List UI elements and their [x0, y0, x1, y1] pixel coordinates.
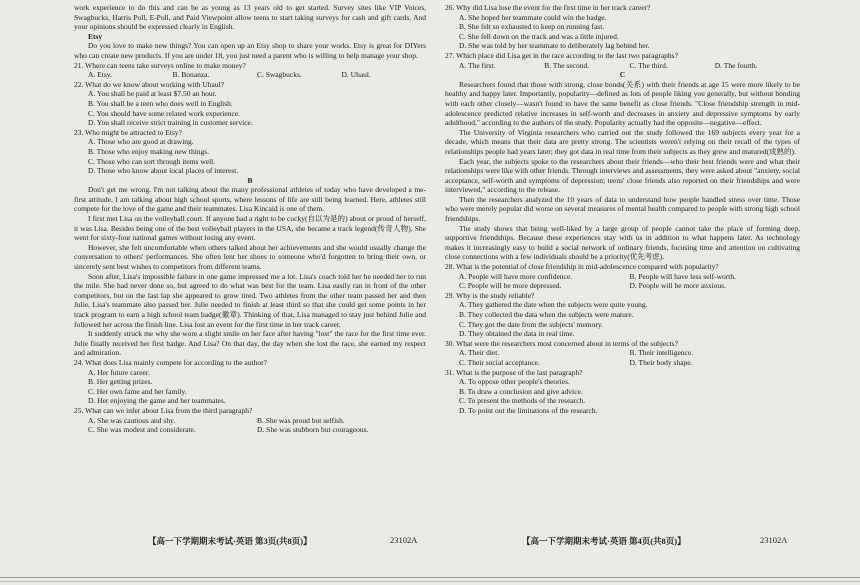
question-24: 24. What does Lisa mainly compete for according to the author?	[74, 357, 267, 367]
q23-option-d: D. Those who know about local places of interest.	[88, 166, 239, 176]
q30-options	[445, 348, 800, 367]
question-26: 26. Why did Lisa lose the event for the first time in her track career?	[445, 3, 651, 12]
section-c-heading: C	[619, 70, 626, 80]
question-25: 25. What can we infer about Lisa from the third paragraph?	[74, 405, 253, 415]
q26-option-a: A. She hoped her teammate could win the badge.	[459, 12, 607, 22]
passage-c-paragraph-3: Each year, the subjects spoke to the researchers about their friends—who their best friends were and what their relationships were like with other friends. Through interviews and assessments, they were asked about "anxiety, social acceptance, self-worth and symptoms of depression; teens' close friends also reported on their friendships and were interviewed," according to the release.	[445, 156, 800, 195]
question-30: 30. What were the researchers most concerned about in terms of the subjects?	[445, 338, 678, 348]
q27-option-a: A. The first.	[459, 60, 496, 70]
right-page-code: 23102A	[760, 535, 788, 545]
q25-option-d: D. She was stubborn but courageous.	[257, 425, 369, 435]
q21-option-c: C. Swagbucks.	[257, 70, 302, 80]
q25-options	[74, 416, 426, 435]
passage-c-paragraph-5: The study shows that being well-liked by a large group of people cannot take the place of forming deep, supportive friendships. Because these experiences stay with us in addition to what happens later. As technology makes it increasingly easy to build a social network of ordinary friends, focusing time and attention on cultivating close connections with a few individuals should be a priority(优先考虑).	[445, 223, 800, 262]
q23-option-b: B. Those who enjoy making new things.	[88, 146, 210, 156]
section-b-heading: B	[247, 175, 253, 185]
q28-options	[445, 272, 800, 291]
left-column	[74, 3, 426, 435]
left-page-code: 23102A	[390, 535, 418, 545]
question-23: 23. Who might be attracted to Etsy?	[74, 127, 182, 137]
q22-option-d: D. You shall receive strict training in customer service.	[88, 118, 253, 128]
passage-b-paragraph-5: It suddenly struck me why she wore a slight smile on her face after having "lost" the race for the first time ever. Julie finally received her first badge. And Lisa? On that day, the day when she lost the race, she earned my respect and admiration.	[74, 329, 426, 358]
q29-option-a: A. They gathered the date when the subjects were quite young.	[459, 300, 648, 310]
q22-option-c: C. You should have some related work experience.	[88, 108, 241, 118]
q25-option-c: C. She was modest and considerate.	[88, 425, 196, 435]
q26-option-c: C. She fell down on the track and was a little injured.	[459, 31, 619, 41]
passage-b-paragraph-2: I first met Lisa on the volleyball court. If anyone had a right to be cocky(自以为是的) about or proud of herself, it was Lisa. Besides being one of the best volleyball players in the USA, she became a track legend(传奇人物). She went for sixty-four national games without losing any event.	[74, 214, 426, 243]
question-21: 21. Where can teens take surveys online to make money?	[74, 60, 246, 70]
passage-c-paragraph-4: Then the researchers analyzed the 10 years of data to understand how people handled stress over time. Those who were merely popular did worse on several measures of mental health compared to people with strong high school friendships.	[445, 194, 800, 224]
q25-option-a: A. She was cautious and shy.	[88, 415, 176, 425]
right-page-footer: 【高一下学期期末考试·英语 第4页(共8页)】	[522, 536, 686, 546]
bottom-rule	[0, 577, 860, 578]
q28-option-c: C. People will be more depressed.	[459, 281, 562, 291]
q30-option-c: C. Their social acceptance.	[459, 357, 540, 367]
q27-option-c: C. The third.	[629, 60, 668, 70]
q31-option-d: D. To point out the limitations of the research.	[459, 405, 598, 415]
question-22: 22. What do we know about working with Uhaul?	[74, 79, 225, 89]
q31-option-c: C. To present the methods of the research.	[459, 396, 586, 406]
bottom-rule-2	[0, 581, 860, 582]
q27-option-b: B. The second.	[544, 60, 590, 70]
question-29: 29. Why is the study reliable?	[445, 290, 535, 300]
etsy-paragraph: Do you love to make new things? You can open up an Etsy shop to share your works. Etsy is great for DIYers who can create new products. If you are under 18, you just need a parent who is willing to help manage your shop.	[74, 41, 426, 60]
left-page-footer: 【高一下学期期末考试·英语 第3页(共8页)】	[148, 536, 312, 546]
passage-b-paragraph-3: However, she felt uncomfortable when others talked about her achievements and she would usually change the conversation to others' performances. She often lent her shoes to someone who'd forgotten to bring their own, or sincerely sent best wishes to competitors from different teams.	[74, 242, 426, 272]
q28-option-b: B. People will have less self-worth.	[629, 271, 736, 281]
q30-option-a: A. Their diet.	[459, 348, 500, 358]
q21-options	[74, 70, 426, 80]
q31-option-b: B. To draw a conclusion and give advice.	[459, 386, 583, 396]
q21-option-d: D. Uhaul.	[341, 70, 371, 80]
passage-b-paragraph-1: Don't get me wrong. I'm not talking about the many professional athletes of today who have developed a me-first attitude. I am talking about high school sports, where lessons of life are still being learned. Here, athletes still compete for the love of the game and their teammates. Lisa Kincaid is one of them.	[74, 185, 426, 214]
question-31: 31. What is the purpose of the last paragraph?	[445, 367, 583, 377]
passage-c-paragraph-2: The University of Virginia researchers who carried out the study followed the 169 subjects every year for a decade, which means that their data are pretty strong. The scientists weren't relying on their recall of the types of relationships people had years later; they got data in real time from their subjects as they grew and matured(成熟的).	[445, 127, 800, 156]
q30-option-d: D. Their body shape.	[629, 357, 693, 367]
q22-option-b: B. You shall be a teen who does well in English.	[88, 98, 233, 108]
q25-option-b: B. She was proud but selfish.	[257, 415, 345, 425]
q30-option-b: B. Their intelligence.	[629, 348, 694, 358]
q29-option-d: D. They obtained the data in real time.	[459, 329, 575, 339]
q31-option-a: A. To oppose other people's theories.	[459, 377, 570, 387]
q28-option-a: A. People will have more confidence.	[459, 271, 573, 281]
q22-option-a: A. You shall be paid at least $7.50 an hour.	[88, 89, 217, 99]
q21-option-b: B. Bonanza.	[172, 70, 210, 80]
q24-option-c: C. Her own fame and her family.	[88, 386, 187, 396]
passage-a-tail: work experience to do this and can be as young as 13 years old to get started. Survey sites like VIP Voices, Swagbucks, Harris Poll, E-Poll, and Paid Viewpoint allow teens to start taking surveys for cash and gift cards. And your opinions should be expressed clearly in English.	[74, 3, 426, 32]
q24-option-b: B. Her getting prizes.	[88, 377, 153, 387]
q23-option-a: A. Those who are good at drawing.	[88, 137, 194, 147]
q24-option-d: D. Her enjoying the game and her teammates.	[88, 396, 226, 406]
right-column	[445, 3, 800, 416]
q23-option-c: C. Those who can sort through items well.	[88, 156, 216, 166]
q28-option-d: D. People will be more anxious.	[629, 281, 726, 291]
q29-option-b: B. They collected the data when the subjects were mature.	[459, 310, 634, 319]
q27-option-d: D. The fourth.	[714, 60, 758, 70]
q21-option-a: A. Etsy.	[88, 70, 112, 80]
question-27: 27. Which place did Lisa get in the race according to the last two paragraphs?	[445, 50, 678, 60]
q27-options	[445, 61, 800, 71]
etsy-heading: Etsy	[88, 31, 103, 41]
passage-c-paragraph-1: Researchers found that those with strong, close bonds(关系) with their friends at age 15 were more likely to be healthy and happy later. Importantly, popularity—defined as lots of people liking you generally, but without bonding with each other closely—wasn't found to have the same benefit as close friends. "Close friendship strength in mid-adolescence predicted relative increases in self-worth and decreases in anxiety and depressive symptoms by early adulthood," according to the authors of the study. Popularity actually had the opposite—negative—effect.	[445, 79, 800, 128]
q24-option-a: A. Her future career.	[88, 367, 150, 377]
passage-b-paragraph-4: Soon after, Lisa's impossible failure in one game impressed me a lot. Lisa's coach told her he needed her to run the mile. She had never done so, but agreed to do what was best for the team. Lisa easily ran in front of the other competitors, but on the last lap she appeared to grow tired. Two athletes from the other team passed her and then Julie, Lisa's teammate also passed her. Julie needed to finish at least third so that she could get some points in her track program to earn a high school team badge(徽章). Thinking of that, Lisa managed to stay just behind Julie and followed her across the finish line. Lisa lost an event for the first time in her track career.	[74, 271, 426, 329]
q29-option-c: C. They got the date from the subjects' memory.	[459, 319, 604, 329]
question-28: 28. What is the potential of close friendship in mid-adolescence compared with popularity?	[445, 262, 719, 272]
q26-option-b: B. She felt so exhausted to keep on running fast.	[459, 22, 605, 32]
q26-option-d: D. She was told by her teammate to deliberately lag behind her.	[459, 41, 650, 51]
